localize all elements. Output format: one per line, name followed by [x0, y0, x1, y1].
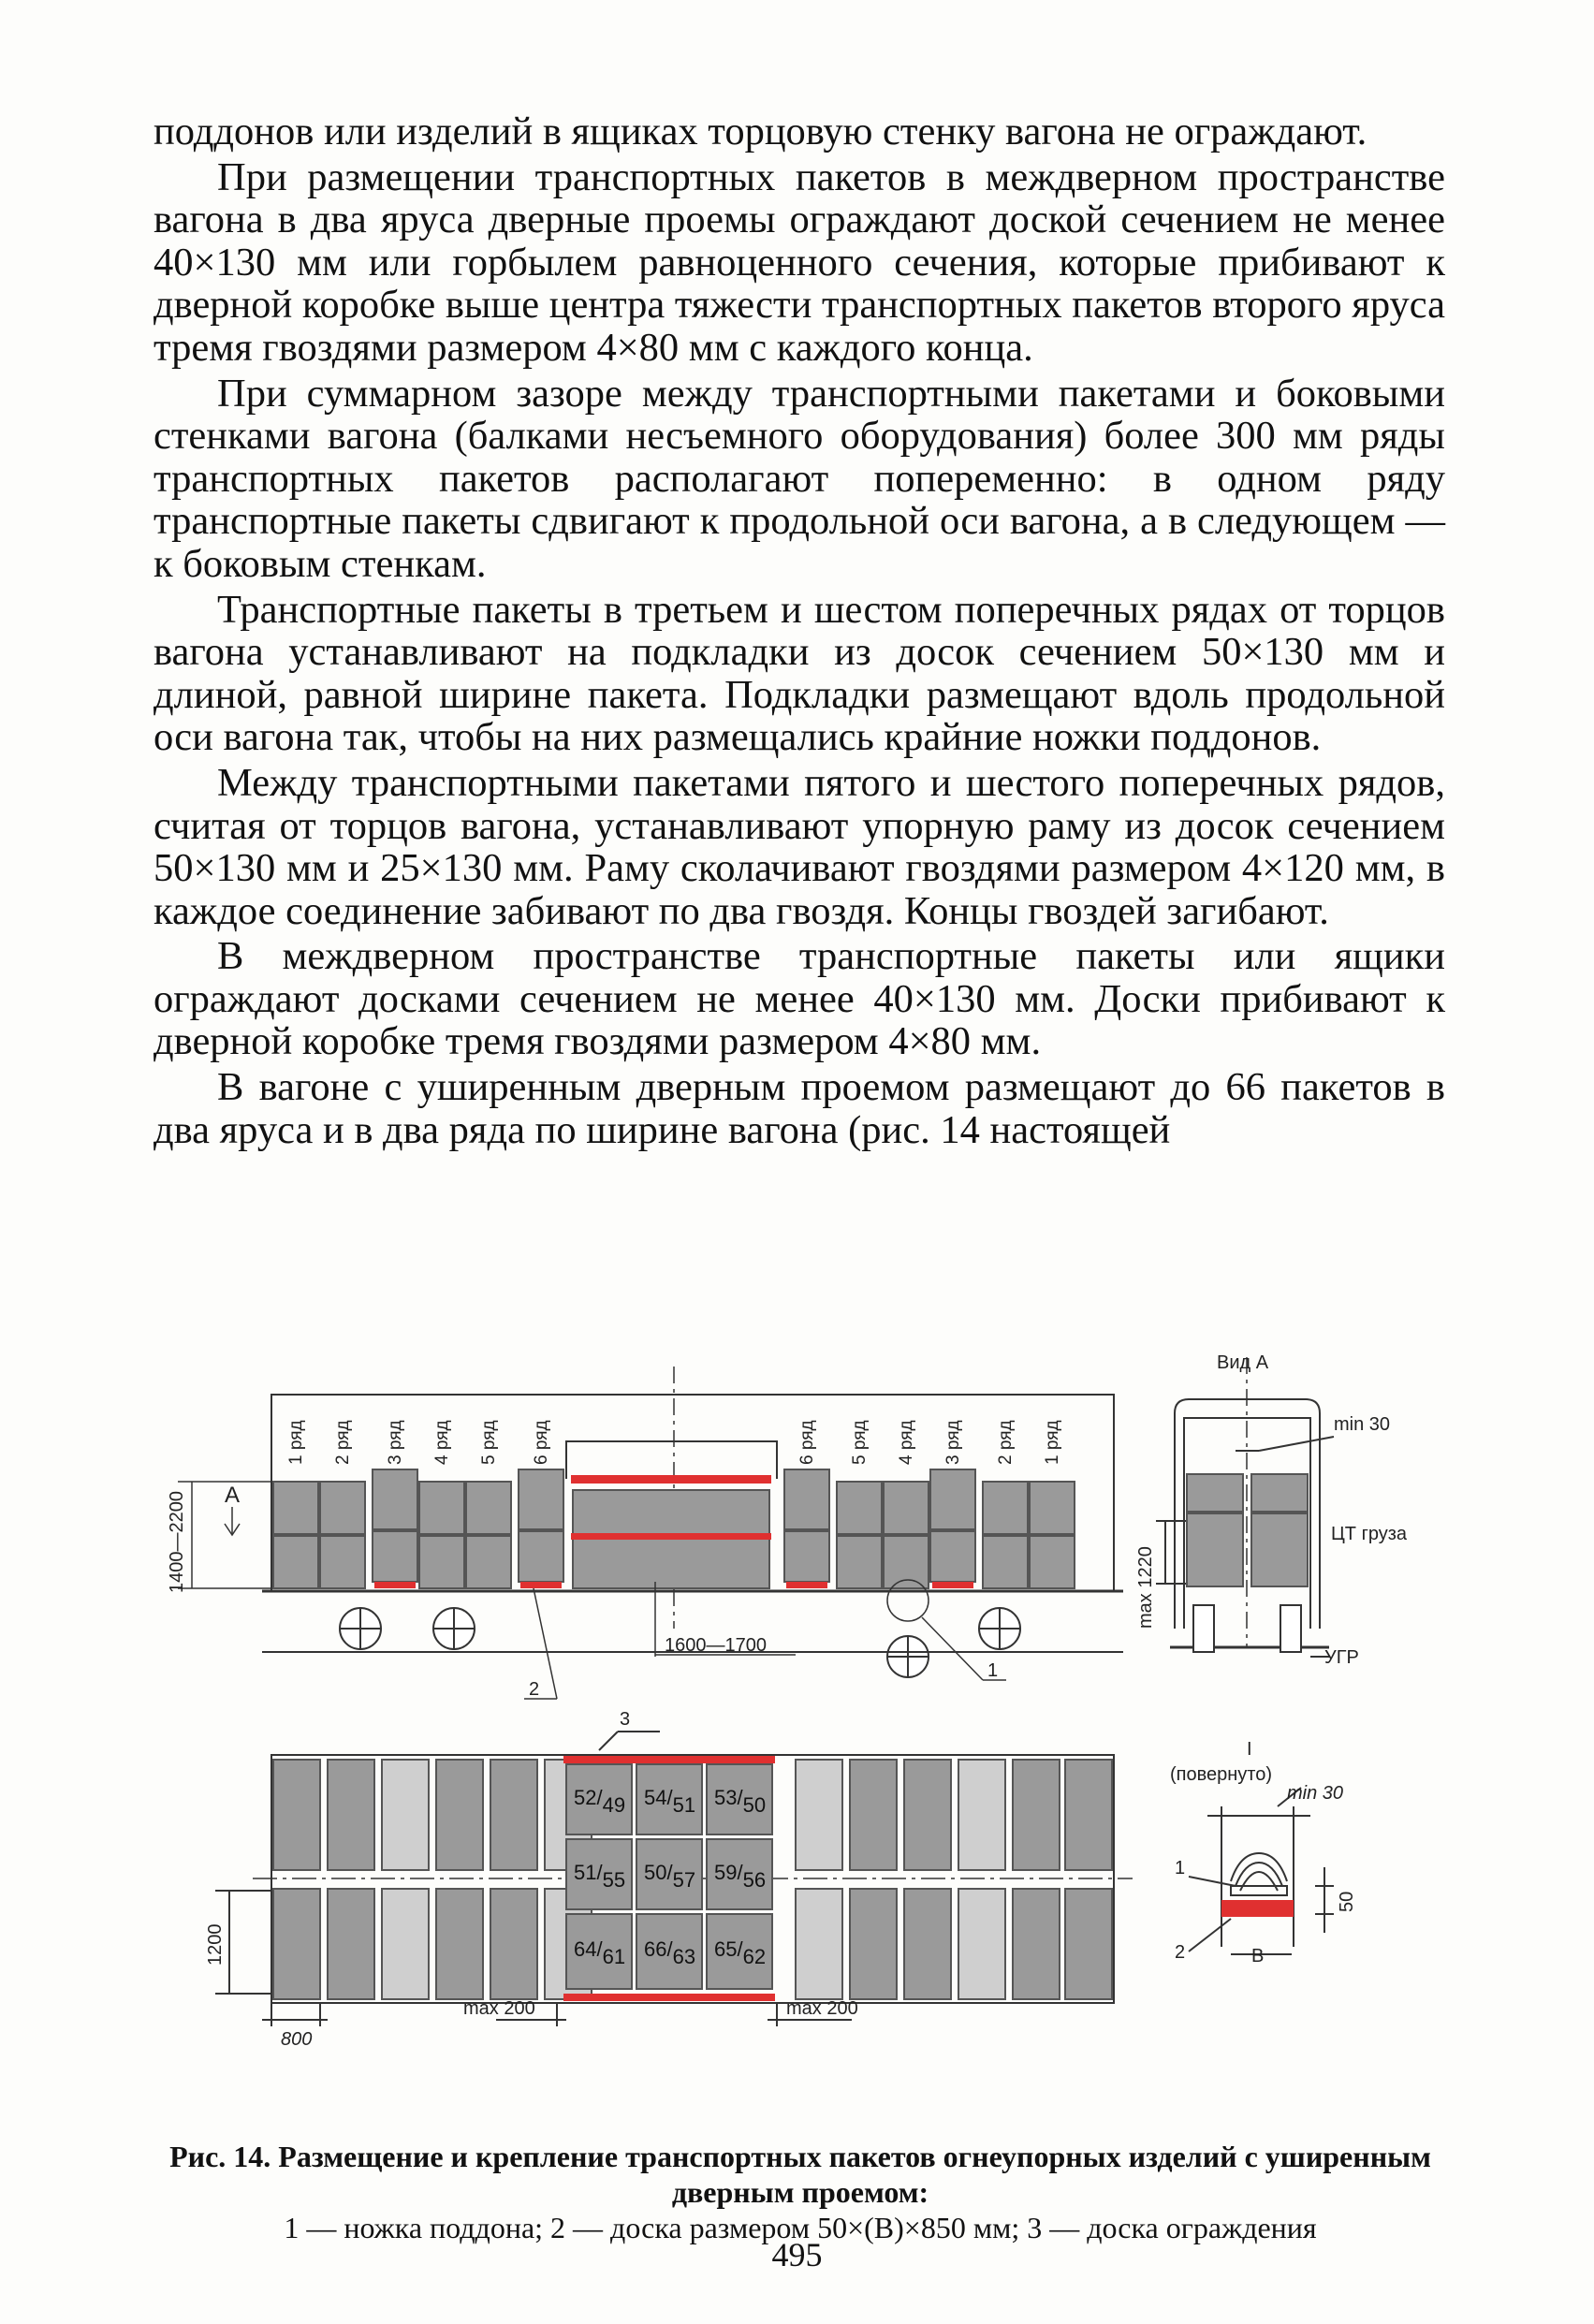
detail-dim-50-label: 50: [1337, 1891, 1357, 1912]
row-label-r3: 3 ряд: [943, 1420, 963, 1465]
dim-height-label: 1400—2200: [167, 1491, 187, 1593]
detail-board: [1221, 1900, 1294, 1917]
figure-drawing: [140, 1348, 1451, 2134]
detail-callout-1: 1: [1175, 1858, 1186, 1878]
callout-2-label: 2: [529, 1679, 540, 1700]
max200-left-label: max 200: [463, 1998, 535, 2019]
page-number: 495: [771, 2236, 823, 2273]
caption-title: Рис. 14. Размещение и крепление транспортных пакетов огнеупорных изделий с уширенным дверным проемом:: [169, 2140, 1431, 2209]
row-label-l5: 5 ряд: [479, 1420, 499, 1465]
body-text: [154, 110, 1445, 1151]
package-64-61: 64/61: [574, 1937, 626, 1968]
paragraph-1: поддонов или изделий в ящиках торцовую стенку вагона не ограждают.: [154, 110, 1367, 153]
row-label-l2: 2 ряд: [333, 1420, 353, 1465]
package-59-56: 59/56: [714, 1861, 767, 1892]
view-marker-a: А: [225, 1483, 241, 1508]
row-label-r6: 6 ряд: [797, 1420, 817, 1465]
figure-caption: [150, 2139, 1451, 2245]
detail-rotated-label: (повернуто): [1170, 1764, 1273, 1785]
detail-b-label: В: [1251, 1946, 1265, 1966]
package-53-50: 53/50: [714, 1786, 767, 1817]
paragraph-2: При размещении транспортных пакетов в междверном пространстве вагона в два яруса дверные проемы ограждают доской сечением не менее 40×130 мм или горбылем равноценного сечения, которые прибивают к дверной коробке выше центра тяжести транспортных пакетов второго яруса тремя гвоздями размером 4×80 мм с каждого конца.: [154, 154, 1445, 370]
end-min30-label: min 30: [1334, 1414, 1391, 1435]
dim-1200-label: 1200: [205, 1923, 226, 1966]
package-54-51: 54/51: [644, 1786, 696, 1817]
row-label-r4: 4 ряд: [897, 1420, 916, 1465]
end-view-title: Вид А: [1217, 1352, 1269, 1373]
paragraph-4: Транспортные пакеты в третьем и шестом поперечных рядах от торцов вагона устанавливают на подкладки из досок сечением 50×130 мм и длиной, равной ширине пакета. Подкладки размещают вдоль продольной оси вагона так, чтобы на них размещались крайние ножки поддонов.: [154, 587, 1445, 760]
caption-legend: 1 — ножка поддона; 2 — доска размером 50×(В)×850 мм; 3 — доска ограждения: [284, 2211, 1317, 2244]
callout-3-label: 3: [620, 1709, 631, 1730]
row-label-r2: 2 ряд: [996, 1420, 1016, 1465]
detail-callout-2: 2: [1175, 1942, 1186, 1963]
row-label-l4: 4 ряд: [432, 1420, 452, 1465]
dim-door-label: 1600—1700: [665, 1635, 767, 1656]
row-label-l1: 1 ряд: [286, 1420, 306, 1465]
figure-14: [140, 1348, 1451, 2134]
row-label-l6: 6 ряд: [532, 1420, 551, 1465]
dim-800-label: 800: [281, 2029, 313, 2050]
row-label-r1: 1 ряд: [1043, 1420, 1062, 1465]
max200-right-label: max 200: [786, 1998, 858, 2019]
package-65-62: 65/62: [714, 1937, 767, 1968]
end-cg-label: ЦТ груза: [1331, 1524, 1408, 1544]
row-label-l3: 3 ряд: [386, 1420, 405, 1465]
detail-min30-label: min 30: [1287, 1783, 1344, 1804]
package-66-63: 66/63: [644, 1937, 696, 1968]
end-ugr-label: УГР: [1324, 1647, 1359, 1668]
row-label-r5: 5 ряд: [850, 1420, 870, 1465]
paragraph-6: В междверном пространстве транспортные пакеты или ящики ограждают досками сечением не менее 40×130 мм. Доски прибивают к дверной коробке тремя гвоздями размером 4×80 мм.: [154, 934, 1445, 1064]
paragraph-5: Между транспортными пакетами пятого и шестого поперечных рядов, считая от торцов вагона, устанавливают упорную раму из досок сечением 50×130 мм и 25×130 мм. Раму сколачивают гвоздями размером 4×120 мм, в каждое соединение забивают по два гвоздя. Концы гвоздей загибают.: [154, 760, 1445, 933]
paragraph-3: При суммарном зазоре между транспортными пакетами и боковыми стенками вагона (балками несъемного оборудования) более 300 мм ряды транспортных пакетов располагают попеременно: в одном ряду транспортные пакеты сдвигают к продольной оси вагона, а в следующем — к боковым стенкам.: [154, 371, 1445, 586]
package-52-49: 52/49: [574, 1786, 626, 1817]
detail-view: [1189, 1788, 1334, 1954]
end-max1220-label: max 1220: [1135, 1546, 1156, 1629]
callout-1-label: 1: [987, 1660, 999, 1681]
detail-title: I: [1247, 1739, 1252, 1760]
package-50-57: 50/57: [644, 1861, 696, 1892]
door-frame: [566, 1441, 777, 1479]
package-51-55: 51/55: [574, 1861, 626, 1892]
paragraph-7: В вагоне с уширенным дверным проемом размещают до 66 пакетов в два яруса и в два ряда по ширине вагона (рис. 14 настоящей: [154, 1065, 1445, 1152]
